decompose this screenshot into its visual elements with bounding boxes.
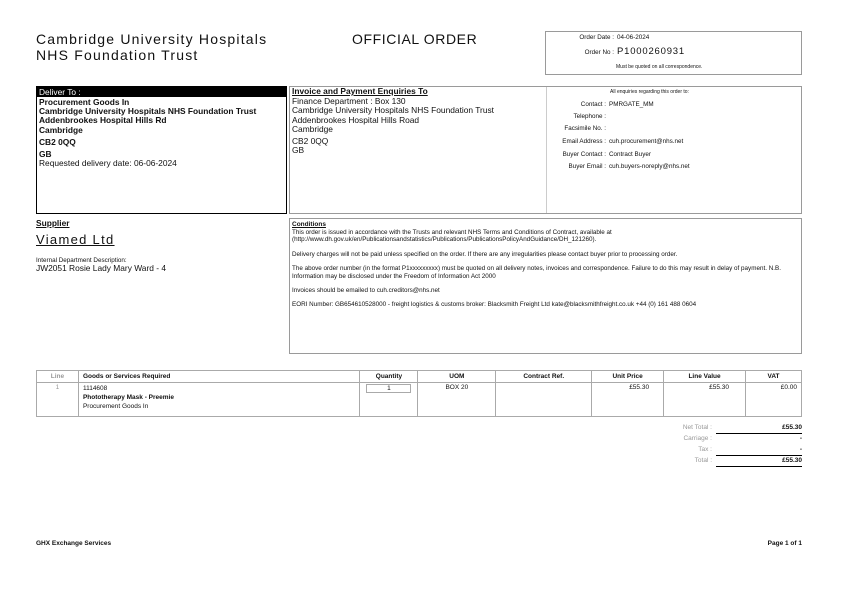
buyer-contact-label: Buyer Contact : (562, 151, 606, 158)
carriage-value: - (799, 435, 802, 442)
requested-delivery-date: Requested delivery date: 06-06-2024 (39, 158, 177, 169)
col-contract-ref: Contract Ref. (496, 371, 592, 383)
table-header-row (37, 371, 802, 383)
item-description: Phototherapy Mask - Preemie (82, 394, 174, 401)
order-no-label: Order No : (584, 49, 614, 56)
net-total-rule (716, 433, 802, 434)
total-label: Total : (694, 457, 712, 464)
carriage-label: Carriage : (683, 435, 712, 442)
telephone-label: Telephone : (573, 113, 606, 120)
trust-name-line2: NHS Foundation Trust (36, 47, 199, 63)
col-quantity: Quantity (360, 371, 418, 383)
cell-goods (78, 383, 360, 417)
email-label: Email Address : (562, 138, 606, 145)
department-value: JW2051 Rosie Lady Mary Ward - 4 (36, 263, 167, 273)
deliver-line: Procurement Goods In (39, 97, 130, 107)
invoice-line: GB (292, 145, 305, 156)
total-value: £55.30 (782, 457, 802, 464)
page-number: Page 1 of 1 (767, 540, 802, 547)
contact-value: PMRGATE_MM (609, 101, 654, 108)
order-no-note: Must be quoted on all correspondence. (616, 64, 703, 70)
col-line: Line (37, 371, 79, 383)
email-value: cuh.procurement@nhs.net (609, 138, 684, 145)
condition-paragraph: Delivery charges will not be paid unless specified on the order. If there are any irregularities please contact buyer prior to processing order. (292, 250, 678, 258)
deliver-line: Cambridge (39, 124, 83, 135)
condition-paragraph: Invoices should be emailed to cuh.creditors@nhs.net (292, 287, 440, 295)
cell-quantity (360, 383, 418, 417)
order-date: 04-06-2024 (617, 34, 650, 41)
net-total-value: £55.30 (782, 424, 802, 431)
cell-contract-ref (496, 383, 592, 417)
col-line-value: Line Value (664, 371, 746, 383)
invoice-line: CB2 0QQ (292, 136, 329, 147)
trust-name (36, 31, 267, 63)
tax-rule (716, 455, 802, 456)
cell-unit-price: £55.30 (592, 383, 664, 417)
item-code: 1114608 (82, 385, 108, 392)
trust-name-line1: Cambridge University Hospitals (36, 31, 268, 47)
facsimile-label: Facsimile No. : (564, 125, 606, 132)
buyer-contact-value: Contract Buyer (609, 151, 651, 158)
cell-line-value: £55.30 (664, 383, 746, 417)
contact-label: Contact : (580, 101, 606, 108)
col-unit-price: Unit Price (592, 371, 664, 383)
deliver-line: Cambridge University Hospitals NHS Foundation Trust (39, 106, 257, 117)
invoice-line: Cambridge University Hospitals NHS Foundation Trust (292, 105, 495, 116)
col-uom: UOM (418, 371, 496, 383)
deliver-line: Addenbrookes Hospital Hills Rd (39, 115, 167, 126)
conditions-box (289, 218, 802, 354)
invoice-box (289, 86, 802, 214)
deliver-line: CB2 0QQ (39, 136, 76, 147)
department-label: Internal Department Description: (36, 257, 127, 264)
net-total-label: Net Total : (682, 424, 712, 431)
order-info-box (545, 31, 802, 75)
order-items-table (36, 370, 802, 417)
quantity-value: 1 (366, 384, 411, 393)
deliver-to-heading: Deliver To : (37, 87, 286, 97)
invoice-line: Finance Department : Box 130 (292, 96, 406, 107)
supplier-heading: Supplier (36, 218, 70, 228)
invoice-heading: Invoice and Payment Enquiries To (292, 86, 428, 96)
supplier-section (36, 218, 286, 273)
tax-value: - (799, 446, 802, 453)
deliver-line: GB (39, 149, 52, 160)
condition-paragraph: The above order number (in the format P1xxxxxxxxx) must be quoted on all delivery notes, invoices and correspondence. Failure to do this may result in delay of payment. N.B. Information may be disclosed under the Freedom of Information Act 2000 (292, 265, 781, 280)
invoice-line: Addenbrookes Hospital Hills Road (292, 114, 420, 125)
tax-label: Tax : (698, 446, 712, 453)
enquiries-note: All enquiries regarding this order to: (610, 89, 689, 95)
buyer-email-value: cuh.buyers-noreply@nhs.net (609, 163, 690, 170)
deliver-to-box (36, 86, 287, 214)
supplier-name: Viamed Ltd (36, 232, 115, 247)
buyer-email-label: Buyer Email : (568, 163, 606, 170)
item-location: Procurement Goods In (82, 403, 149, 410)
footer-left: GHX Exchange Services (36, 540, 112, 547)
table-row (37, 383, 802, 417)
conditions-heading: Conditions (292, 221, 326, 228)
condition-paragraph: EORI Number: GB654610528000 - freight logistics & customs broker: Blacksmith Freight Ltd kate@blacksmithfreight.co.uk +44 (0) 161 488 0604 (292, 301, 697, 309)
total-rule (716, 466, 802, 467)
condition-paragraph: This order is issued in accordance with the Trusts and relevant NHS Terms and Conditions of Contract, available at (http://www.dh.gov.uk/en/Publicationsandstatistics/Publications/PublicationsPolicyAndGuidance/DH_121260). (292, 229, 612, 244)
order-date-label: Order Date : (579, 34, 614, 41)
cell-uom: BOX 20 (418, 383, 496, 417)
cell-line: 1 (37, 383, 79, 417)
col-vat: VAT (745, 371, 801, 383)
invoice-line: Cambridge (292, 123, 333, 134)
col-goods: Goods or Services Required (78, 371, 360, 383)
cell-vat: £0.00 (745, 383, 801, 417)
document-title: OFFICIAL ORDER (352, 31, 478, 47)
order-number: P1000260931 (617, 46, 685, 57)
